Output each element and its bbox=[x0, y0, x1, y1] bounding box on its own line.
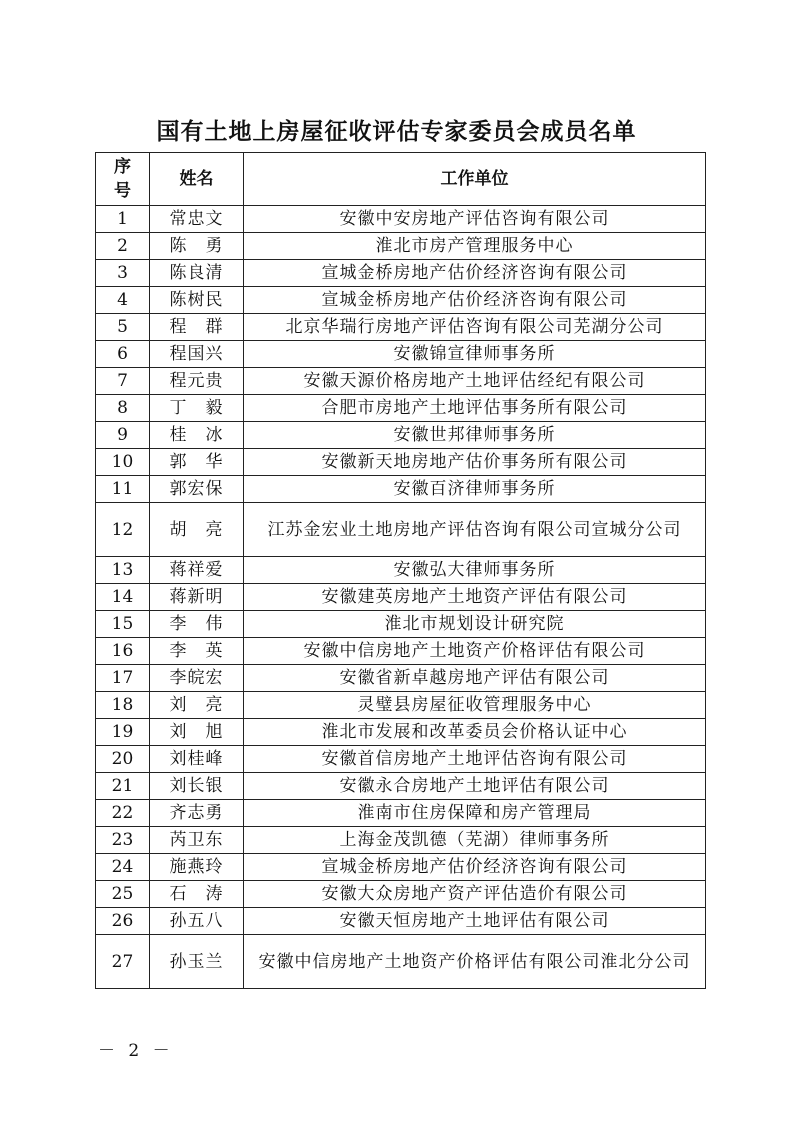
table-row bbox=[96, 287, 706, 314]
document-title: 国有土地上房屋征收评估专家委员会成员名单 bbox=[156, 118, 637, 145]
row-work-unit: 安徽大众房地产资产评估造价有限公司 bbox=[244, 881, 706, 908]
row-serial-number: 17 bbox=[96, 665, 150, 692]
row-work-unit: 安徽中信房地产土地资产价格评估有限公司 bbox=[244, 638, 706, 665]
row-serial-number: 7 bbox=[96, 368, 150, 395]
row-work-unit: 安徽新天地房地产估价事务所有限公司 bbox=[244, 449, 706, 476]
row-member-name: 桂 冰 bbox=[150, 422, 244, 449]
row-member-name: 陈 勇 bbox=[150, 233, 244, 260]
row-work-unit: 江苏金宏业土地房地产评估咨询有限公司宣城分公司 bbox=[244, 503, 706, 557]
row-member-name: 程国兴 bbox=[150, 341, 244, 368]
header-work-unit: 工作单位 bbox=[244, 153, 706, 206]
row-serial-number: 13 bbox=[96, 557, 150, 584]
table-row bbox=[96, 260, 706, 287]
row-serial-number: 19 bbox=[96, 719, 150, 746]
row-serial-number: 9 bbox=[96, 422, 150, 449]
row-serial-number: 20 bbox=[96, 746, 150, 773]
row-serial-number: 27 bbox=[96, 935, 150, 989]
table-row bbox=[96, 557, 706, 584]
row-member-name: 胡 亮 bbox=[150, 503, 244, 557]
row-serial-number: 14 bbox=[96, 584, 150, 611]
row-work-unit: 北京华瑞行房地产评估咨询有限公司芜湖分公司 bbox=[244, 314, 706, 341]
row-member-name: 齐志勇 bbox=[150, 800, 244, 827]
table-row bbox=[96, 773, 706, 800]
row-work-unit: 淮北市发展和改革委员会价格认证中心 bbox=[244, 719, 706, 746]
table-row bbox=[96, 449, 706, 476]
table-header-row bbox=[96, 153, 706, 206]
row-member-name: 李 伟 bbox=[150, 611, 244, 638]
row-work-unit: 安徽中安房地产评估咨询有限公司 bbox=[244, 206, 706, 233]
row-member-name: 丁 毅 bbox=[150, 395, 244, 422]
row-work-unit: 安徽天源价格房地产土地评估经纪有限公司 bbox=[244, 368, 706, 395]
table-row bbox=[96, 719, 706, 746]
table-row bbox=[96, 341, 706, 368]
row-member-name: 芮卫东 bbox=[150, 827, 244, 854]
row-work-unit: 安徽世邦律师事务所 bbox=[244, 422, 706, 449]
row-serial-number: 3 bbox=[96, 260, 150, 287]
row-serial-number: 4 bbox=[96, 287, 150, 314]
row-serial-number: 25 bbox=[96, 881, 150, 908]
row-work-unit: 淮北市房产管理服务中心 bbox=[244, 233, 706, 260]
row-work-unit: 宣城金桥房地产估价经济咨询有限公司 bbox=[244, 260, 706, 287]
row-serial-number: 21 bbox=[96, 773, 150, 800]
table-row bbox=[96, 233, 706, 260]
row-member-name: 陈良清 bbox=[150, 260, 244, 287]
row-work-unit: 安徽首信房地产土地评估咨询有限公司 bbox=[244, 746, 706, 773]
table-row bbox=[96, 692, 706, 719]
row-member-name: 刘 旭 bbox=[150, 719, 244, 746]
row-member-name: 程 群 bbox=[150, 314, 244, 341]
table-row bbox=[96, 422, 706, 449]
table-row bbox=[96, 611, 706, 638]
table-row bbox=[96, 395, 706, 422]
row-serial-number: 16 bbox=[96, 638, 150, 665]
row-serial-number: 1 bbox=[96, 206, 150, 233]
row-serial-number: 6 bbox=[96, 341, 150, 368]
row-member-name: 孙五八 bbox=[150, 908, 244, 935]
table-row bbox=[96, 746, 706, 773]
members-table bbox=[95, 152, 706, 989]
row-work-unit: 淮南市住房保障和房产管理局 bbox=[244, 800, 706, 827]
row-serial-number: 26 bbox=[96, 908, 150, 935]
table-row bbox=[96, 854, 706, 881]
row-member-name: 陈树民 bbox=[150, 287, 244, 314]
header-name: 姓名 bbox=[150, 153, 244, 206]
row-serial-number: 8 bbox=[96, 395, 150, 422]
row-member-name: 郭 华 bbox=[150, 449, 244, 476]
row-work-unit: 淮北市规划设计研究院 bbox=[244, 611, 706, 638]
row-work-unit: 灵璧县房屋征收管理服务中心 bbox=[244, 692, 706, 719]
table-row bbox=[96, 368, 706, 395]
row-member-name: 孙玉兰 bbox=[150, 935, 244, 989]
row-work-unit: 安徽弘大律师事务所 bbox=[244, 557, 706, 584]
table-row bbox=[96, 476, 706, 503]
row-work-unit: 安徽建英房地产土地资产评估有限公司 bbox=[244, 584, 706, 611]
row-member-name: 刘桂峰 bbox=[150, 746, 244, 773]
page-number: － 2 － bbox=[98, 1041, 174, 1061]
row-serial-number: 5 bbox=[96, 314, 150, 341]
table-row bbox=[96, 503, 706, 557]
row-work-unit: 安徽天恒房地产土地评估有限公司 bbox=[244, 908, 706, 935]
row-serial-number: 18 bbox=[96, 692, 150, 719]
header-serial-number bbox=[96, 153, 150, 206]
row-work-unit: 宣城金桥房地产估价经济咨询有限公司 bbox=[244, 854, 706, 881]
row-work-unit: 安徽省新卓越房地产评估有限公司 bbox=[244, 665, 706, 692]
row-work-unit: 安徽中信房地产土地资产价格评估有限公司淮北分公司 bbox=[244, 935, 706, 989]
row-member-name: 李 英 bbox=[150, 638, 244, 665]
row-work-unit: 安徽百济律师事务所 bbox=[244, 476, 706, 503]
row-member-name: 李皖宏 bbox=[150, 665, 244, 692]
row-work-unit: 安徽永合房地产土地评估有限公司 bbox=[244, 773, 706, 800]
row-member-name: 石 涛 bbox=[150, 881, 244, 908]
row-work-unit: 安徽锦宣律师事务所 bbox=[244, 341, 706, 368]
table-row bbox=[96, 665, 706, 692]
table-row bbox=[96, 314, 706, 341]
table-row bbox=[96, 638, 706, 665]
row-serial-number: 11 bbox=[96, 476, 150, 503]
row-serial-number: 24 bbox=[96, 854, 150, 881]
table-row bbox=[96, 908, 706, 935]
table-row bbox=[96, 584, 706, 611]
row-serial-number: 2 bbox=[96, 233, 150, 260]
row-member-name: 刘 亮 bbox=[150, 692, 244, 719]
row-serial-number: 15 bbox=[96, 611, 150, 638]
table-body bbox=[96, 206, 706, 989]
row-member-name: 施燕玲 bbox=[150, 854, 244, 881]
row-member-name: 蒋新明 bbox=[150, 584, 244, 611]
row-member-name: 常忠文 bbox=[150, 206, 244, 233]
table-row bbox=[96, 827, 706, 854]
row-serial-number: 23 bbox=[96, 827, 150, 854]
table-row bbox=[96, 800, 706, 827]
row-work-unit: 上海金茂凯德（芜湖）律师事务所 bbox=[244, 827, 706, 854]
row-member-name: 刘长银 bbox=[150, 773, 244, 800]
table-row bbox=[96, 935, 706, 989]
row-serial-number: 12 bbox=[96, 503, 150, 557]
row-work-unit: 合肥市房地产土地评估事务所有限公司 bbox=[244, 395, 706, 422]
row-member-name: 郭宏保 bbox=[150, 476, 244, 503]
table-row bbox=[96, 881, 706, 908]
row-serial-number: 10 bbox=[96, 449, 150, 476]
header-serial-number-label: 序 号 bbox=[114, 157, 131, 201]
row-serial-number: 22 bbox=[96, 800, 150, 827]
table-row bbox=[96, 206, 706, 233]
row-work-unit: 宣城金桥房地产估价经济咨询有限公司 bbox=[244, 287, 706, 314]
row-member-name: 程元贵 bbox=[150, 368, 244, 395]
row-member-name: 蒋祥爱 bbox=[150, 557, 244, 584]
